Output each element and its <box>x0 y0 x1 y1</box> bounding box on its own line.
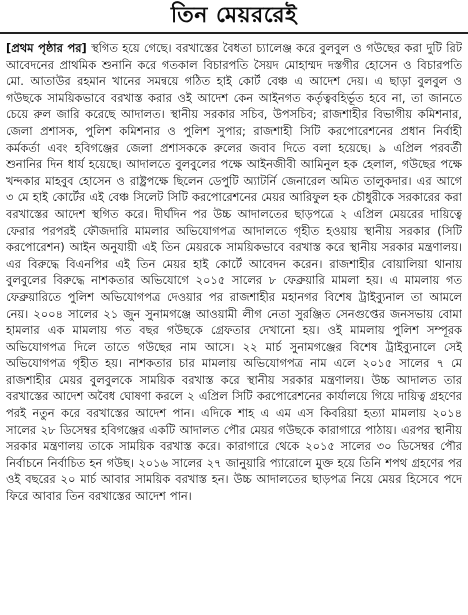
article-body <box>6 40 462 610</box>
continued-from-front-page-label: [প্রথম পৃষ্ঠার পর] <box>6 41 87 55</box>
headline: তিন মেয়ররেই <box>170 3 298 28</box>
article-paragraph <box>6 40 462 505</box>
article-text: স্থগিত হয়ে গেছে। বরখাস্তের বৈধতা চ্যালেঞ্জ করে বুলবুল ও গউছের করা দুটি রিট আবেদনের প্রাথমিক শুনানি করে গতকাল বিচারপতি সৈয়দ মোহাম্মদ দস্তগীর হোসেন ও বিচারপতি মো. আতাউর রহমান খানের সমন্বয়ে গঠিত হাই কোর্ট বেঞ্চ এ আদেশ দেয়। এ ছাড়া বুলবুল ও গউছকে সাময়িকভাবে বরখাস্ত করার ওই আদেশ কেন আইনগত কর্তৃত্ববহির্ভূত হবে না, তা জানতে চেয়ে রুল জারি করেছে আদালত। স্থানীয় সরকার সচিব, উপসচিব; রাজশাহীর বিভাগীয় কমিশনার, জেলা প্রশাসক, পুলিশ কমিশনার ও পুলিশ সুপার; রাজশাহী সিটি করপোরেশনের প্রধান নির্বাহী কর্মকর্তা এবং হবিগঞ্জের জেলা প্রশাসককে রুলের জবাব দিতে বলা হয়েছে। ৯ এপ্রিল পরবর্তী শুনানির দিন ধার্য হয়েছে। আদালতে বুলবুলের পক্ষে আইনজীবী আমিনুল হক হেলাল, গউছের পক্ষে খন্দকার মাহবুব হোসেন ও রাষ্ট্রপক্ষে ছিলেন ডেপুটি অ্যাটর্নি জেনারেল অমিত তালুকদার। এর আগে ৩ মে হাই কোর্টের এই বেঞ্চ সিলেট সিটি করপোরেশনের মেয়র আরিফুল হক চৌধুরীকে সরকারের করা বরখাস্তের আদেশ স্থগিত করে। দীর্ঘদিন পর উচ্চ আদালতের ছাড়পত্রে ২ এপ্রিল মেয়রের দায়িত্বে ফেরার পরপরই ফৌজদারি মামলার অভিযোগপত্র আদালতে গৃহীত হওয়ায় স্থানীয় সরকার (সিটি করপোরেশন) আইন অনুযায়ী এই তিন মেয়রকে সাময়িকভাবে বরখাস্ত করে স্থানীয় সরকার মন্ত্রণালয়। এর বিরুদ্ধে বিএনপির এই তিন মেয়র হাই কোর্টে আবেদন করেন। রাজশাহীর বোয়ালিয়া থানায় বুলবুলের বিরুদ্ধে নাশকতার অভিযোগে ২০১৫ সালের ৮ ফেব্রুয়ারি মামলা হয়। এ মামলায় গত ফেব্রুয়ারিতে পুলিশ অভিযোগপত্র দেওয়ার পর রাজশাহীর মহানগর বিশেষ ট্রাইব্যুনাল তা আমলে নেয়। ২০০৪ সালের ২১ জুন সুনামগঞ্জে আওয়ামী লীগ নেতা সুরঞ্জিত সেনগুপ্তের জনসভায় বোমা হামলার এক মামলায় গত বছর গউছকে গ্রেফতার দেখানো হয়। ওই মামলায় পুলিশ সম্পূরক অভিযোগপত্র দিলে তাতে গউছের নাম আসে। ২২ মার্চ সুনামগঞ্জের বিশেষ ট্রাইব্যুনালে সেই অভিযোগপত্র গৃহীত হয়। নাশকতার চার মামলায় অভিযোগপত্র নাম এলে ২০১৫ সালের ৭ মে রাজশাহীর মেয়র বুলবুলকে সাময়িক বরখাস্ত করে স্থানীয় সরকার মন্ত্রণালয়। উচ্চ আদালত তার বরখাস্তের আদেশ অবৈধ ঘোষণা করলে ২ এপ্রিল সিটি করপোরেশনের কার্যালয়ে গিয়ে দায়িত্ব গ্রহণের পরই নতুন করে বরখাস্তের আদেশ পান। এদিকে শাহ এ এম এস কিবরিয়া হত্যা মামলায় ২০১৪ সালের ২৮ ডিসেম্বর হবিগঞ্জের একটি আদালত পৌর মেয়র গউছকে কারাগারে পাঠায়। এরপর স্থানীয় সরকার মন্ত্রণালয় তাকে সাময়িক বরখাস্ত করে। কারাগারে থেকে ২০১৫ সালের ৩০ ডিসেম্বর পৌর নির্বাচনে নির্বাচিত হন গউছ। ২০১৬ সালের ২৭ জানুয়ারি প্যারোলে মুক্ত হয়ে তিনি শপথ গ্রহণের পর ওই বছরের ২০ মার্চ আবার সাময়িক বরখাস্ত হন। উচ্চ আদালতের ছাড়পত্র নিয়ে মেয়র হিসেবে পদে ফিরে আবার তিন বরখাস্তের আদেশ পান। <box>6 41 462 504</box>
headline-bar <box>0 0 468 34</box>
